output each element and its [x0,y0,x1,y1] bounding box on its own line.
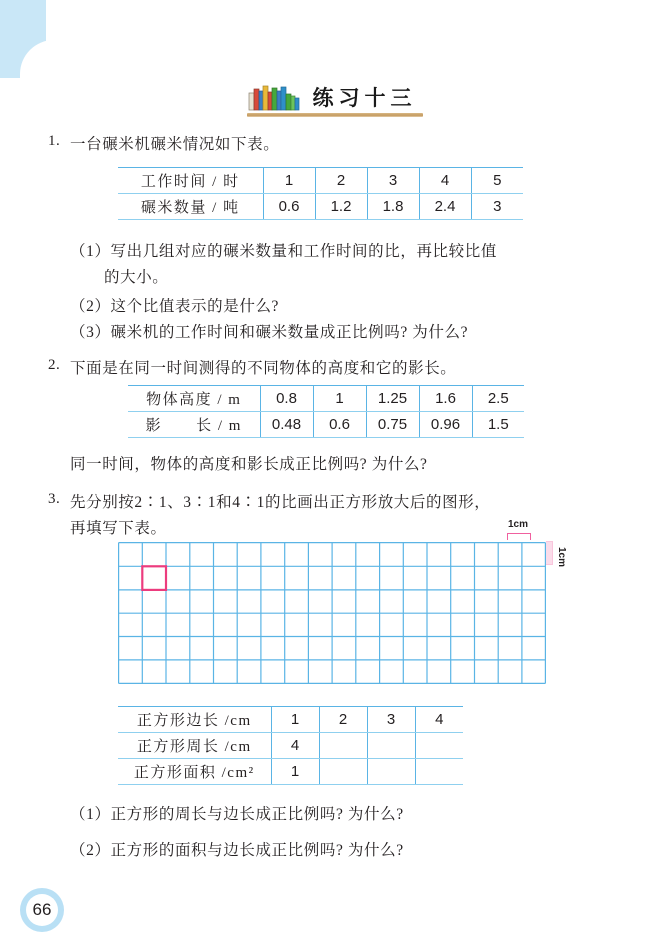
cell-value: 0.48 [260,412,313,438]
table-row [118,759,463,785]
problem-3-prompt-line2: 再填写下表。 [70,520,167,537]
grid-horizontal-scale-bracket [507,533,531,540]
cell-label-left: 影 [145,418,163,434]
cell-value: 0.96 [419,412,472,438]
cell-label: 正方形周长 /cm [118,733,271,759]
highlight-unit-square [142,566,166,590]
cell-value [367,759,415,785]
grid-vertical-scale-label: 1cm [556,547,567,568]
table-row [128,386,524,412]
table-row [118,168,523,194]
cell-value: 5 [471,168,523,194]
cell-label: 正方形边长 /cm [118,707,271,733]
books-on-shelf-icon [247,82,303,112]
problem-1-subquestion-2: （2）这个比值表示的是什么? [70,298,280,315]
problem-3-subquestion-1: （1）正方形的周长与边长成正比例吗? 为什么? [70,806,404,823]
cell-value: 2.4 [419,194,471,220]
page-number-badge [20,888,64,932]
table-row [118,707,463,733]
cell-value: 2 [319,707,367,733]
square-grid [118,542,546,684]
page-header [0,82,669,117]
cell-value: 1 [271,759,319,785]
problem-2-table [128,385,524,438]
problem-1-table [118,167,523,220]
cell-value [319,759,367,785]
cell-label-right: 长 / m [196,418,242,434]
cell-value: 1.8 [367,194,419,220]
problem-1-number: 1. [48,133,61,149]
problem-3-table [118,706,463,785]
problem-2-number: 2. [48,357,61,373]
cell-value: 2.5 [472,386,524,412]
table-row [128,412,524,438]
cell-label [128,412,260,438]
cell-value [415,733,463,759]
cell-value: 4 [419,168,471,194]
problem-1-subquestion-3: （3）碾米机的工作时间和碾米数量成正比例吗? 为什么? [70,324,469,341]
cell-value: 1.6 [419,386,472,412]
cell-value: 1.5 [472,412,524,438]
cell-value: 1 [271,707,319,733]
cell-value: 3 [367,707,415,733]
grid-lines [119,543,546,684]
cell-value: 0.6 [313,412,366,438]
table-row [118,194,523,220]
cell-value: 2 [315,168,367,194]
page-number-text: 66 [26,894,58,926]
cell-value: 1 [313,386,366,412]
problem-3-number: 3. [48,491,61,507]
problem-2-closing-question: 同一时间，物体的高度和影长成正比例吗? 为什么? [70,456,428,473]
cell-value [367,733,415,759]
table-row [118,733,463,759]
cell-value: 4 [415,707,463,733]
shelf-line [247,113,423,117]
cell-value [415,759,463,785]
problem-3-subquestion-2: （2）正方形的面积与边长成正比例吗? 为什么? [70,842,404,859]
problem-1-prompt: 一台碾米机碾米情况如下表。 [70,136,280,153]
problem-3-prompt-line1: 先分别按2∶1、3∶1和4∶1的比画出正方形放大后的图形， [70,494,491,511]
cell-value: 1.25 [366,386,419,412]
cell-value: 3 [471,194,523,220]
cell-value: 3 [367,168,419,194]
page-title: 练习十三 [312,85,417,110]
cell-value: 4 [271,733,319,759]
problem-1-subquestion-1-cont: 的大小。 [104,269,169,286]
cell-value: 1.2 [315,194,367,220]
cell-value: 0.75 [366,412,419,438]
cell-value: 1 [263,168,315,194]
grid-vertical-scale-bracket [546,541,553,565]
problem-2-prompt: 下面是在同一时间测得的不同物体的高度和它的影长。 [70,360,457,377]
cell-value [319,733,367,759]
grid-horizontal-scale-label: 1cm [508,519,529,530]
cell-label: 正方形面积 /cm² [118,759,271,785]
problem-1-subquestion-1: （1）写出几组对应的碾米数量和工作时间的比，再比较比值 [70,243,497,260]
cell-label: 碾米数量 / 吨 [118,194,263,220]
cell-value: 0.6 [263,194,315,220]
cell-label: 工作时间 / 时 [118,168,263,194]
cell-label: 物体高度 / m [128,386,260,412]
cell-value: 0.8 [260,386,313,412]
